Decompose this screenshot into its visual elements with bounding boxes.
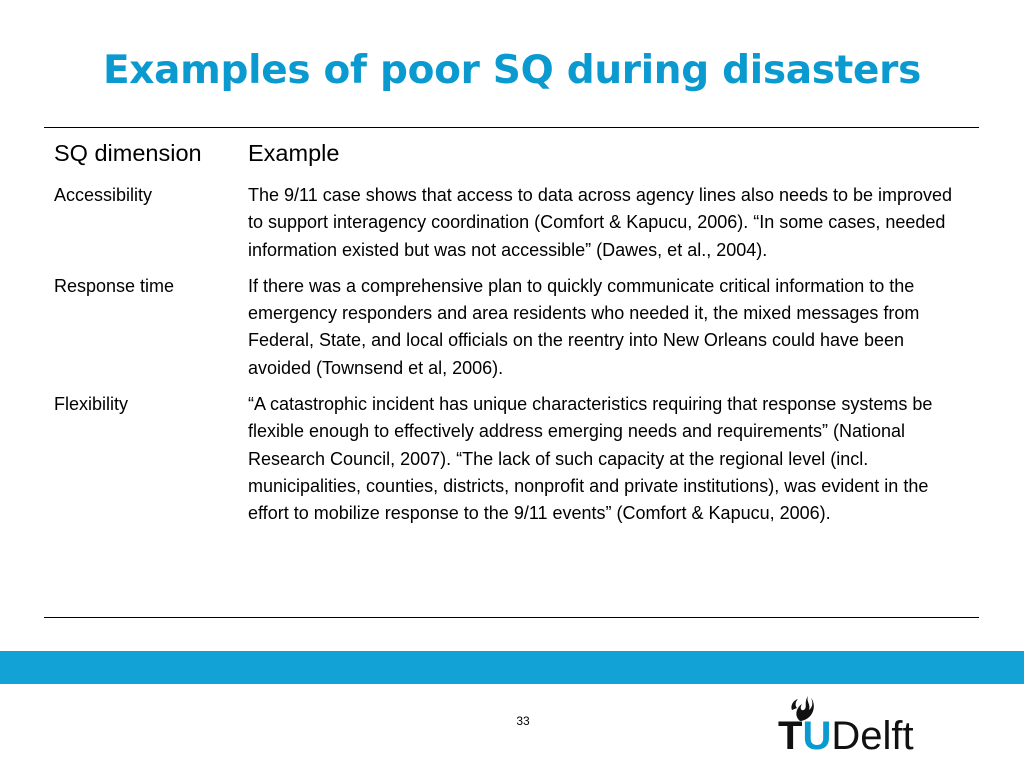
dimension-cell: Response time <box>54 275 175 296</box>
slide-title: Examples of poor SQ during disasters <box>102 48 922 93</box>
table-row <box>44 388 979 533</box>
table-bottom-rule <box>44 617 979 618</box>
page-number: 33 <box>516 714 530 728</box>
example-cell: “A catastrophic incident has unique characteristics requiring that response systems be flexible enough to effectively address emerging needs and requirements” (National Research Council, 2007). “The lack of such capacity at the regional level (incl. municipalities, counties, districts, nonprofit and private institutions), was evident in the effort to mobilize response to the 9/11 events” (Comfort & Kapucu, 2006). <box>248 394 933 524</box>
example-cell: The 9/11 case shows that access to data across agency lines also needs to be improved to support interagency coordination (Comfort & Kapucu, 2006). “In some cases, needed information existed but was not accessible” (Dawes, et al., 2004). <box>248 185 953 260</box>
example-cell: If there was a comprehensive plan to quickly communicate critical information to the emergency responders and area residents who needed it, the mixed messages from Federal, State, and local officials on the reentry into New Orleans could have been avoided (Townsend et al, 2006). <box>248 275 920 378</box>
dimension-cell: Flexibility <box>54 394 129 415</box>
dimension-cell: Accessibility <box>54 185 153 205</box>
logo-wordmark <box>778 714 914 758</box>
header-sq-dimension: SQ dimension <box>54 139 202 166</box>
header-example: Example <box>248 139 340 166</box>
table-row <box>44 270 979 388</box>
table-header-row <box>44 127 979 179</box>
logo-u: U <box>802 714 832 758</box>
logo-delft: Delft <box>831 714 914 758</box>
sq-table <box>44 127 979 534</box>
tu-delft-logo <box>778 688 948 760</box>
table-row <box>44 179 979 270</box>
logo-t: T <box>778 714 803 758</box>
footer-band <box>0 651 1024 684</box>
